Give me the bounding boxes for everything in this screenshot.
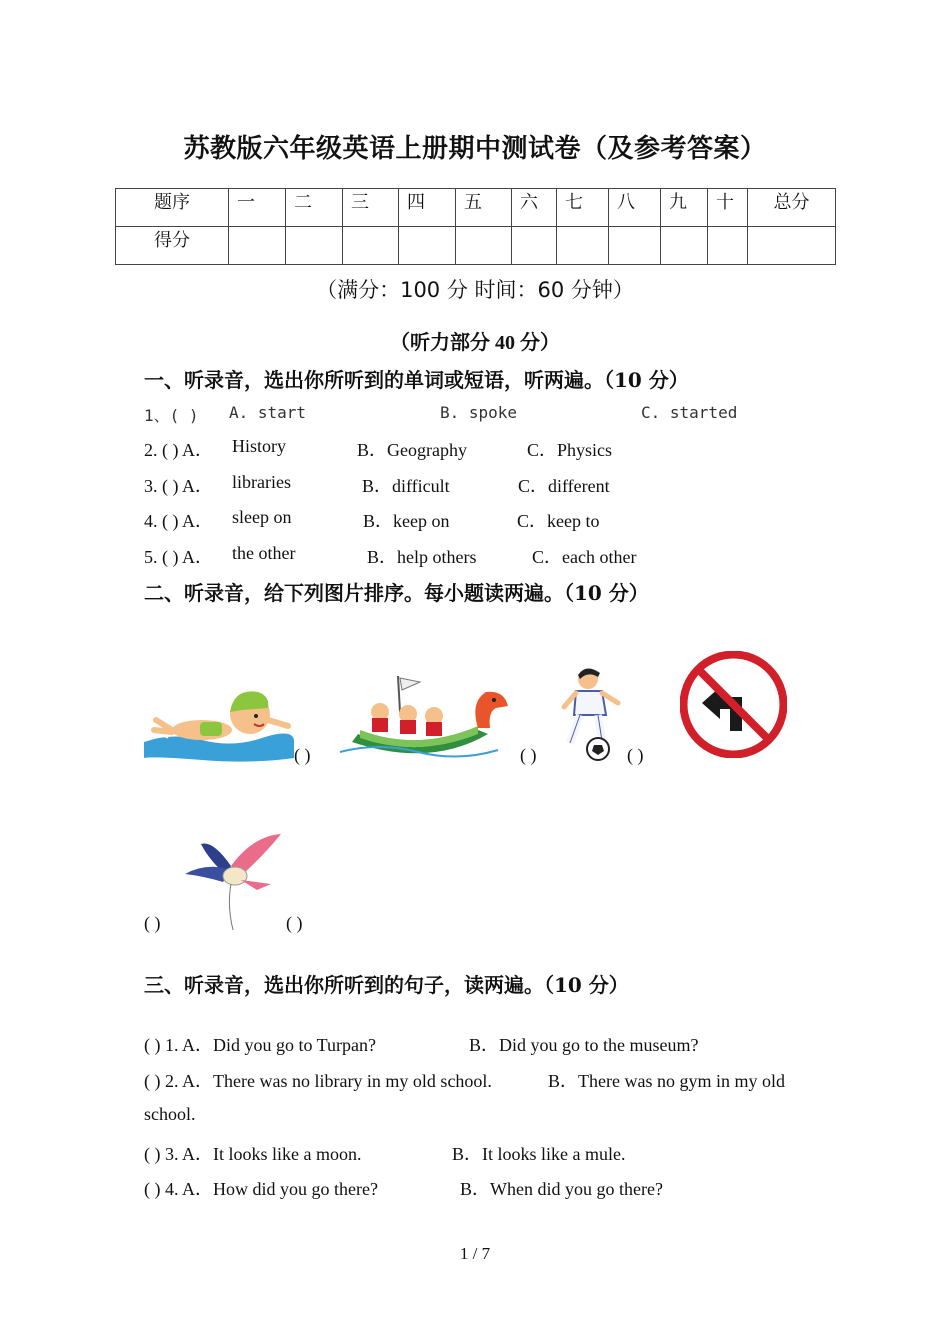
- q3-option-a: libraries: [232, 472, 291, 492]
- score-cell[interactable]: [399, 227, 456, 265]
- score-cell[interactable]: [286, 227, 343, 265]
- q2-option-c: C．Physics: [527, 440, 613, 460]
- s3-q2-option-b: B．There was no gym in my old: [548, 1071, 785, 1091]
- swimmer-icon: [142, 680, 297, 765]
- header-cell: 七: [557, 189, 609, 227]
- score-cell[interactable]: [512, 227, 557, 265]
- header-cell: 总分: [748, 189, 836, 227]
- kite-icon: [183, 830, 283, 934]
- q1-option-b: B. spoke: [440, 403, 518, 422]
- page-title: 苏教版六年级英语上册期中测试卷（及参考答案）: [183, 134, 767, 164]
- score-table-header-row: [116, 189, 836, 227]
- section1-heading: 一、听录音，选出你所听到的单词或短语，听两遍。（10 分）: [144, 368, 689, 392]
- s3-q2-continuation: school.: [144, 1104, 196, 1124]
- q1-option-a: A. start: [229, 403, 307, 422]
- score-table-score-row: [116, 227, 836, 265]
- score-cell[interactable]: [557, 227, 609, 265]
- score-table: [115, 188, 836, 265]
- q2-number: 2. ( ) A．: [144, 440, 213, 460]
- q1-option-c: C. started: [641, 403, 738, 422]
- header-cell: 八: [609, 189, 661, 227]
- header-cell: 三: [343, 189, 399, 227]
- s3-q3-prefix: ( ) 3. A．It looks like a moon.: [144, 1144, 362, 1164]
- s3-q1-option-b: B．Did you go to the museum?: [469, 1035, 699, 1055]
- s3-q4-prefix: ( ) 4. A．How did you go there?: [144, 1179, 378, 1199]
- score-cell[interactable]: [748, 227, 836, 265]
- answer-blank[interactable]: ( ): [286, 913, 303, 933]
- header-cell: 一: [229, 189, 286, 227]
- header-cell: 四: [399, 189, 456, 227]
- q2-option-b: B．Geography: [357, 440, 467, 460]
- answer-blank[interactable]: ( ): [520, 745, 537, 765]
- s3-q1-prefix: ( ) 1. A．Did you go to Turpan?: [144, 1035, 377, 1055]
- header-cell: 二: [286, 189, 343, 227]
- soccer-player-icon: [558, 665, 626, 763]
- q5-option-c: C．each other: [532, 547, 637, 567]
- q4-option-b: B．keep on: [363, 511, 450, 531]
- listening-title: （听力部分 40 分）: [390, 332, 560, 354]
- q3-option-c: C．different: [518, 476, 610, 496]
- header-cell: 九: [661, 189, 708, 227]
- q4-option-c: C．keep to: [517, 511, 600, 531]
- q4-option-a: sleep on: [232, 507, 292, 527]
- answer-blank[interactable]: ( ): [144, 913, 161, 933]
- score-cell[interactable]: [229, 227, 286, 265]
- s3-q2-prefix: ( ) 2. A．There was no library in my old school.: [144, 1071, 492, 1091]
- answer-blank[interactable]: ( ): [627, 745, 644, 765]
- page-number: 1 / 7: [459, 1244, 491, 1263]
- q5-option-b: B．help others: [367, 547, 477, 567]
- header-cell: 十: [708, 189, 748, 227]
- q1-number: 1、( ): [144, 406, 199, 425]
- s3-q4-option-b: B．When did you go there?: [460, 1179, 663, 1199]
- score-cell[interactable]: [609, 227, 661, 265]
- row-label: 得分: [116, 227, 229, 265]
- q3-number: 3. ( ) A．: [144, 476, 213, 496]
- s3-q3-option-b: B．It looks like a mule.: [452, 1144, 626, 1164]
- section2-heading: 二、听录音，给下列图片排序。每小题读两遍。（10 分）: [144, 581, 649, 605]
- score-cell[interactable]: [343, 227, 399, 265]
- header-cell: 五: [456, 189, 512, 227]
- score-cell[interactable]: [661, 227, 708, 265]
- q5-option-a: the other: [232, 543, 296, 563]
- dragon-boat-icon: [338, 672, 510, 762]
- score-cell[interactable]: [456, 227, 512, 265]
- section3-heading: 三、听录音，选出你所听到的句子，读两遍。（10 分）: [144, 973, 629, 997]
- q3-option-b: B．difficult: [362, 476, 450, 496]
- q4-number: 4. ( ) A．: [144, 511, 213, 531]
- header-cell: 六: [512, 189, 557, 227]
- exam-subtitle: （满分：100 分 时间：60 分钟）: [316, 278, 634, 302]
- no-left-turn-sign-icon: [680, 651, 787, 758]
- header-cell: 题序: [116, 189, 229, 227]
- q5-number: 5. ( ) A．: [144, 547, 213, 567]
- answer-blank[interactable]: ( ): [294, 745, 311, 765]
- score-cell[interactable]: [708, 227, 748, 265]
- q2-option-a: History: [232, 436, 286, 456]
